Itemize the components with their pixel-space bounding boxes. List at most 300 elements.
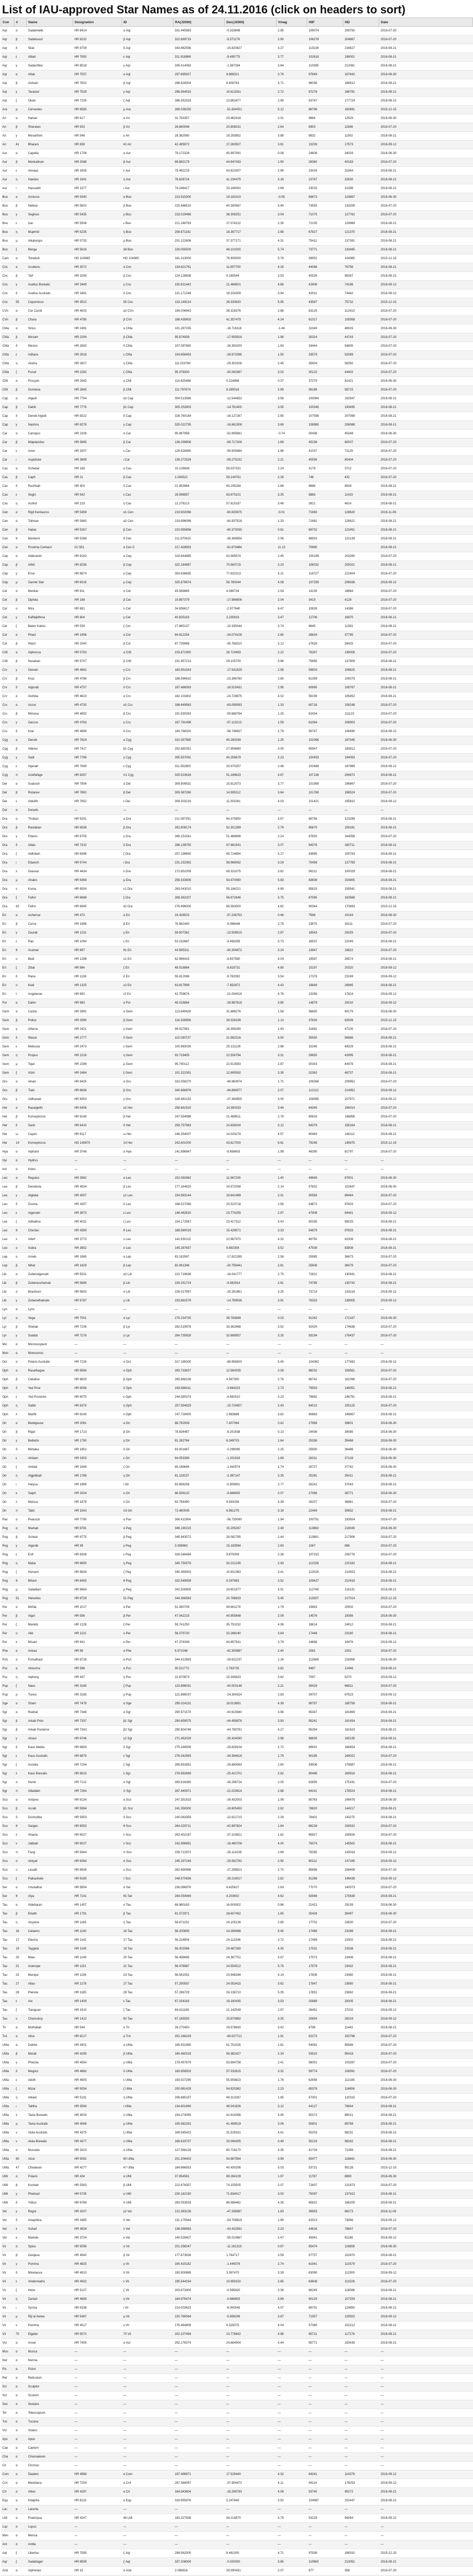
cell-date: 2016-07-20 xyxy=(379,2260,473,2269)
cell-ra: 187.791498 xyxy=(173,719,225,727)
cell-designation: HR 2693 xyxy=(73,342,122,351)
cell-vmag: — xyxy=(276,2453,307,2462)
cell-number: α xyxy=(14,149,27,158)
cell-vmag: 2.07 xyxy=(276,1489,307,1498)
cell-hip: 59774 xyxy=(307,2067,343,2076)
cell-hd: 18884 xyxy=(343,587,379,596)
cell-ra: — xyxy=(173,2365,225,2374)
cell-number: ε xyxy=(14,1454,27,1463)
cell-constellation: Gem xyxy=(1,1043,14,1052)
cell-date: — xyxy=(379,1341,473,1349)
cell-date: 2016-07-20 xyxy=(379,1113,473,1122)
cell-date: 2016-09-12 xyxy=(379,2234,473,2243)
cell-hip: 17579 xyxy=(307,1962,343,1971)
cell-ra: 326.760184 xyxy=(173,412,225,421)
table-row xyxy=(1,938,473,946)
cell-constellation: Mus xyxy=(1,2348,14,2357)
cell-number: α xyxy=(14,2514,27,2523)
cell-name: Proxima Centauri xyxy=(27,544,73,552)
cell-hd: 44402 xyxy=(343,368,379,377)
cell-designation: HR 8775 xyxy=(73,1533,122,1542)
cell-date: 2016-08-21 xyxy=(379,1892,473,1901)
header-number[interactable]: # xyxy=(14,18,27,27)
cell-vmag: 3.47 xyxy=(276,614,307,622)
cell-dec: -9.495775 xyxy=(225,53,276,62)
cell-dec: 19.841489 xyxy=(225,1192,276,1200)
cell-name: Merope xyxy=(27,1971,73,1980)
cell-hip: 23015 xyxy=(307,184,343,193)
cell-hd: 148112 xyxy=(343,1130,379,1139)
cell-name: Reticulum xyxy=(27,2374,73,2383)
cell-vmag: 2.73 xyxy=(276,1384,307,1393)
cell-constellation: Cyg xyxy=(1,762,14,771)
cell-id: β Lyr xyxy=(122,1323,173,1332)
table-row xyxy=(1,1533,473,1542)
cell-ra: 83.182567 xyxy=(173,1253,225,1262)
cell-date: 2016-09-12 xyxy=(379,1087,473,1095)
table-row xyxy=(1,2427,473,2435)
cell-hip: — xyxy=(307,1157,343,1165)
cell-name: Seginus xyxy=(27,211,73,219)
cell-id: 21 Tau xyxy=(122,1962,173,1971)
cell-id: 16 Tau xyxy=(122,1927,173,1936)
table-row xyxy=(1,1384,473,1393)
cell-id: 80 UMa xyxy=(122,2155,173,2164)
cell-hip: — xyxy=(307,1349,343,1358)
cell-number: μ xyxy=(14,2313,27,2321)
cell-number: β xyxy=(14,1113,27,1122)
cell-hd: — xyxy=(343,2365,379,2374)
cell-hip: — xyxy=(307,2435,343,2444)
cell-date: 2016-08-21 xyxy=(379,1244,473,1253)
cell-dec: -2.397147 xyxy=(225,1472,276,1481)
table-row xyxy=(1,780,473,789)
cell-name: Alula Australis xyxy=(27,2129,73,2138)
cell-date: 2016-06-30 xyxy=(379,1796,473,1805)
cell-constellation: Leo xyxy=(1,1244,14,1253)
cell-number: σ xyxy=(14,1288,27,1297)
cell-constellation: Cet xyxy=(1,596,14,605)
cell-vmag: 2.40 xyxy=(276,1647,307,1656)
cell-hd: 129502 xyxy=(343,2313,379,2321)
cell-designation: HR 2294 xyxy=(73,333,122,342)
table-row xyxy=(1,1551,473,1560)
cell-number: β xyxy=(14,1323,27,1332)
table-row xyxy=(1,2505,473,2514)
table-row xyxy=(1,990,473,999)
cell-designation: HR 8316 xyxy=(73,579,122,587)
cell-hd: 36486 xyxy=(343,1446,379,1454)
cell-dec: -44.799791 xyxy=(225,1726,276,1735)
header-constellation[interactable]: Con xyxy=(1,18,14,27)
cell-hip: 88635 xyxy=(307,1735,343,1743)
cell-vmag: 5.83 xyxy=(276,876,307,885)
cell-date: 2016-07-20 xyxy=(379,307,473,316)
cell-number: β xyxy=(14,1428,27,1437)
cell-dec: 20.768833 xyxy=(225,1595,276,1603)
cell-constellation: Tau xyxy=(1,1997,14,2006)
cell-name: Denebola xyxy=(27,1183,73,1192)
cell-vmag: 2.99 xyxy=(276,167,307,176)
cell-number: κ xyxy=(14,1489,27,1498)
cell-hd: 120315 xyxy=(343,2094,379,2103)
cell-hd: 106591 xyxy=(343,2067,379,2076)
table-row xyxy=(1,1034,473,1043)
cell-hd: 118098 xyxy=(343,2286,379,2295)
cell-constellation: Peg xyxy=(1,1542,14,1551)
cell-name: Polaris Australis xyxy=(27,1358,73,1367)
cell-hip: 82273 xyxy=(307,2032,343,2041)
cell-id: α TrA xyxy=(122,2032,173,2041)
cell-number: υ xyxy=(14,2015,27,2024)
cell-date: 2016-06-30 xyxy=(379,1446,473,1454)
cell-designation: HR 4247 xyxy=(73,2514,122,2523)
cell-id: δ Sco xyxy=(122,1814,173,1822)
cell-date: 2016-08-21 xyxy=(379,1034,473,1043)
cell-vmag: 3.73 xyxy=(276,938,307,946)
table-row xyxy=(1,1227,473,1235)
cell-hd: 155125 xyxy=(343,1402,379,1411)
cell-ra: — xyxy=(173,2435,225,2444)
cell-dec: -19.805453 xyxy=(225,1805,276,1814)
cell-designation: HR 8308 xyxy=(73,1551,122,1560)
cell-vmag: 1.16 xyxy=(276,1656,307,1665)
table-row xyxy=(1,2549,473,2558)
cell-number: β xyxy=(14,1717,27,1726)
cell-dec: -11.161319 xyxy=(225,2243,276,2251)
cell-hd: 188512 xyxy=(343,79,379,88)
cell-constellation: Crv xyxy=(1,675,14,684)
header-hip[interactable]: HIP xyxy=(307,18,343,27)
cell-vmag: 0.42 xyxy=(276,1419,307,1428)
cell-dec: — xyxy=(225,2505,276,2514)
cell-constellation: Sgr xyxy=(1,1770,14,1778)
cell-id: π Sgr xyxy=(122,1787,173,1796)
cell-constellation: Pup xyxy=(1,1691,14,1700)
cell-constellation: Gru xyxy=(1,1095,14,1104)
header-name[interactable]: Name xyxy=(27,18,73,27)
cell-dec: 32.288240 xyxy=(225,1630,276,1638)
table-row xyxy=(1,1752,473,1761)
cell-designation: HR 3773 xyxy=(73,1235,122,1244)
cell-vmag: — xyxy=(276,2383,307,2392)
header-ra[interactable]: RA(J2000) xyxy=(173,18,225,27)
header-designation[interactable]: Designation xyxy=(73,18,122,27)
cell-ra: 56.456695 xyxy=(173,1954,225,1962)
cell-hd: 106625 xyxy=(343,666,379,675)
cell-hip: 27989 xyxy=(307,1419,343,1428)
cell-constellation: Tau xyxy=(1,1971,14,1980)
cell-ra: 134.801890 xyxy=(173,2103,225,2111)
cell-dec: -37.295813 xyxy=(225,1866,276,1875)
cell-id: μ Cep xyxy=(122,579,173,587)
cell-designation: HR 99 xyxy=(73,1647,122,1656)
cell-dec: 24.053415 xyxy=(225,1980,276,1989)
cell-name: Megrez xyxy=(27,2067,73,2076)
cell-date: 2016-08-21 xyxy=(379,938,473,946)
cell-dec: 51.488896 xyxy=(225,833,276,841)
table-row xyxy=(1,692,473,701)
cell-name: Procyon xyxy=(27,377,73,386)
cell-designation: HR 4689 xyxy=(73,2295,122,2304)
cell-ra: 258.757963 xyxy=(173,1122,225,1130)
cell-constellation: Eri xyxy=(1,946,14,955)
cell-date: 2016-08-21 xyxy=(379,2199,473,2208)
cell-date: — xyxy=(379,2444,473,2453)
cell-ra: 95.740112 xyxy=(173,1060,225,1069)
cell-dec: 12.895592 xyxy=(225,1069,276,1078)
cell-date: 2016-08-21 xyxy=(379,1384,473,1393)
cell-ra: 154.993144 xyxy=(173,1192,225,1200)
cell-hip: 8645 xyxy=(307,622,343,631)
cell-ra: 252.166229 xyxy=(173,2032,225,2041)
cell-ra: — xyxy=(173,1306,225,1314)
cell-ra: 168.527089 xyxy=(173,1200,225,1209)
cell-id: β CVn xyxy=(122,316,173,325)
cell-dec: 64.375850 xyxy=(225,815,276,824)
cell-constellation: Vir xyxy=(1,2286,14,2295)
cell-designation: HR 2326 xyxy=(73,430,122,438)
cell-ra: — xyxy=(173,1165,225,1174)
cell-dec: 28.082785 xyxy=(225,1533,276,1542)
table-row xyxy=(1,2085,473,2094)
cell-name: Mensa xyxy=(27,2532,73,2540)
table-row xyxy=(1,587,473,596)
cell-dec: -5.658206 xyxy=(225,2313,276,2321)
cell-constellation: Car xyxy=(1,447,14,456)
cell-id: 70 Vir xyxy=(122,2330,173,2339)
cell-hip: 65378 xyxy=(307,2085,343,2094)
cell-id: 17 Tau xyxy=(122,1936,173,1945)
cell-designation: — xyxy=(73,2418,122,2427)
cell-name: Angetenar xyxy=(27,990,73,999)
cell-id: θ2 Tau xyxy=(122,2015,173,2024)
cell-name: Dorado xyxy=(27,806,73,815)
cell-name: Tabit xyxy=(27,1507,73,1516)
table-row xyxy=(1,2392,473,2400)
cell-hd: 169022 xyxy=(343,1752,379,1761)
cell-number: η xyxy=(14,228,27,237)
cell-designation: — xyxy=(73,2532,122,2540)
cell-designation: HR 7776 xyxy=(73,403,122,412)
cell-name: Atik xyxy=(27,1630,73,1638)
cell-date: 2016-07-20 xyxy=(379,789,473,798)
header-id[interactable]: ID xyxy=(122,18,173,27)
cell-designation: HR 6396 xyxy=(73,850,122,859)
cell-vmag: 2.07 xyxy=(276,1087,307,1095)
cell-name: Monoceros xyxy=(27,1349,73,1358)
table-row xyxy=(1,403,473,412)
cell-constellation: Men xyxy=(1,2532,14,2540)
header-hd[interactable]: HD xyxy=(343,18,379,27)
cell-designation: HR 6527 xyxy=(73,1831,122,1840)
cell-id: λ Vel xyxy=(122,2225,173,2234)
cell-vmag: 2.58 xyxy=(276,666,307,675)
cell-constellation: Cas xyxy=(1,473,14,482)
cell-hd: 12446 xyxy=(343,1665,379,1673)
cell-name: Sargas xyxy=(27,1822,73,1831)
header-date[interactable]: Date xyxy=(379,18,473,27)
cell-date: 2016-08-21 xyxy=(379,44,473,53)
cell-vmag: 1.59 xyxy=(276,719,307,727)
cell-date: 2016-08-21 xyxy=(379,184,473,193)
cell-number: α xyxy=(14,2497,27,2505)
cell-dec: 33.166091 xyxy=(225,184,276,193)
cell-dec: 40.955648 xyxy=(225,1612,276,1621)
table-header-row xyxy=(1,18,473,27)
cell-vmag: 2.77 xyxy=(276,1481,307,1489)
cell-hd: 175638 xyxy=(343,1892,379,1901)
cell-name: Acamar xyxy=(27,946,73,955)
cell-ra: 40.825163 xyxy=(173,614,225,622)
cell-designation: HR 6945 xyxy=(73,903,122,911)
table-row xyxy=(1,2050,473,2059)
cell-ra: 337.208000 xyxy=(173,2558,225,2567)
cell-ra: 308.303216 xyxy=(173,798,225,806)
cell-constellation: Aql xyxy=(1,79,14,88)
cell-hd: 140573 xyxy=(343,1884,379,1892)
cell-dec: 14.390333 xyxy=(225,1104,276,1113)
cell-number: α xyxy=(14,2173,27,2181)
cell-designation: HR 7235 xyxy=(73,97,122,106)
cell-ra: 262.608174 xyxy=(173,824,225,833)
cell-hd: 35411 xyxy=(343,1472,379,1481)
cell-ra: 141.896847 xyxy=(173,1148,225,1157)
cell-name: Altais xyxy=(27,841,73,850)
cell-id: μ Dra xyxy=(122,876,173,885)
cell-ra: 275.248509 xyxy=(173,1743,225,1752)
cell-id: μ Vir xyxy=(122,2313,173,2321)
cell-hip: 45941 xyxy=(307,2234,343,2243)
cell-dec: 11.303261 xyxy=(225,798,276,806)
cell-hip: 17378 xyxy=(307,973,343,981)
cell-vmag: 2.85 xyxy=(276,1919,307,1927)
cell-ra: 155.582251 xyxy=(173,2120,225,2129)
header-dec[interactable]: Dec(J2000) xyxy=(225,18,276,27)
cell-constellation: Cru xyxy=(1,719,14,727)
cell-hip: — xyxy=(307,2444,343,2453)
cell-dec: 33.094305 xyxy=(225,2138,276,2146)
cell-designation: HR 7310 xyxy=(73,841,122,850)
table-row xyxy=(1,2514,473,2523)
table-row xyxy=(1,1673,473,1682)
cell-dec: 23.948348 xyxy=(225,1971,276,1980)
cell-id: α Vul xyxy=(122,2339,173,2348)
cell-dec: -30.424090 xyxy=(225,1735,276,1743)
cell-constellation: Boo xyxy=(1,219,14,228)
table-row xyxy=(1,1078,473,1087)
cell-ra: 340.750579 xyxy=(173,1560,225,1568)
cell-dec: -6.837580 xyxy=(225,955,276,964)
cell-number: α xyxy=(14,2567,27,2575)
cell-constellation: Sgr xyxy=(1,1752,14,1761)
cell-vmag: 3.96 xyxy=(276,1708,307,1717)
cell-id: — xyxy=(122,2444,173,2453)
cell-dec: 6.197863 xyxy=(225,1577,276,1586)
cell-dec: -46.960974 xyxy=(225,1078,276,1087)
cell-dec: -25.421701 xyxy=(225,1770,276,1778)
cell-hd: 32630 xyxy=(343,176,379,184)
cell-vmag: 3.72 xyxy=(276,1936,307,1945)
cell-vmag: 3.52 xyxy=(276,1323,307,1332)
cell-constellation: Vel xyxy=(1,2216,14,2225)
cell-date: 2016-08-21 xyxy=(379,2295,473,2304)
cell-date: 2016-08-21 xyxy=(379,1735,473,1743)
cell-number: μ xyxy=(14,876,27,885)
cell-name: Phact xyxy=(27,631,73,640)
cell-id: ζ CMa xyxy=(122,368,173,377)
cell-name: Caph xyxy=(27,473,73,482)
cell-constellation: CrA xyxy=(1,2479,14,2488)
cell-date: 2016-07-20 xyxy=(379,1542,473,1551)
cell-vmag: 2.95 xyxy=(276,684,307,692)
cell-vmag: 5.12 xyxy=(276,106,307,114)
cell-date: 2016-08-21 xyxy=(379,62,473,71)
cell-id: ε Oph xyxy=(122,1393,173,1402)
cell-date: — xyxy=(379,2435,473,2444)
cell-constellation: Cep xyxy=(1,579,14,587)
cell-ra: 233.881579 xyxy=(173,1297,225,1306)
header-vmag[interactable]: Vmag xyxy=(276,18,307,27)
cell-number: 41 xyxy=(14,141,27,149)
cell-ra: 24.428523 xyxy=(173,911,225,920)
cell-name: Haedus xyxy=(27,176,73,184)
cell-dec: 42.914356 xyxy=(225,2111,276,2120)
cell-vmag: 3.94 xyxy=(276,290,307,298)
cell-vmag: 2.38 xyxy=(276,1551,307,1560)
cell-id: β1 Sco xyxy=(122,1805,173,1814)
cell-name: Paikauhale xyxy=(27,1875,73,1884)
cell-id: ε Boo xyxy=(122,219,173,228)
cell-id: α1 Cen xyxy=(122,509,173,517)
cell-name: Marfik xyxy=(27,1411,73,1419)
cell-ra: 325.523616 xyxy=(173,771,225,780)
cell-hd: 28305 xyxy=(343,1997,379,2006)
cell-vmag: 4.14 xyxy=(276,1971,307,1980)
cell-designation: HR 3449 xyxy=(73,281,122,290)
table-row xyxy=(1,1306,473,1314)
cell-number: ξ xyxy=(14,246,27,255)
table-row xyxy=(1,1253,473,1262)
cell-hip: 97649 xyxy=(307,71,343,79)
cell-date: 2016-09-12 xyxy=(379,1358,473,1367)
cell-number: β xyxy=(14,1533,27,1542)
cell-dec: — xyxy=(225,2348,276,2357)
cell-id: β UMi xyxy=(122,2181,173,2190)
cell-designation: HR 2473 xyxy=(73,1043,122,1052)
cell-name: Norma xyxy=(27,2357,73,2365)
cell-number: ξ xyxy=(14,2549,27,2558)
cell-designation: HR 7906 xyxy=(73,780,122,789)
cell-date: 2016-08-21 xyxy=(379,1726,473,1735)
cell-constellation: Crv xyxy=(1,692,14,701)
cell-constellation: Cen xyxy=(1,509,14,517)
cell-name: Chamukuy xyxy=(27,2015,73,2024)
cell-ra: 99.427961 xyxy=(173,1025,225,1034)
cell-hip: 39953 xyxy=(307,2208,343,2216)
cell-ra: 47.374048 xyxy=(173,1638,225,1647)
cell-name: Hadar xyxy=(27,526,73,535)
cell-dec: -16.127287 xyxy=(225,412,276,421)
cell-date: 2016-07-20 xyxy=(379,333,473,342)
table-row xyxy=(1,824,473,833)
cell-name: Yed Posterior xyxy=(27,1393,73,1402)
cell-name: Kaus Borealis xyxy=(27,1770,73,1778)
cell-ra: 145.287637 xyxy=(173,1244,225,1253)
cell-ra: 193.507290 xyxy=(173,2076,225,2085)
cell-designation: HR 424 xyxy=(73,2173,122,2181)
cell-id: ι Dra xyxy=(122,859,173,868)
